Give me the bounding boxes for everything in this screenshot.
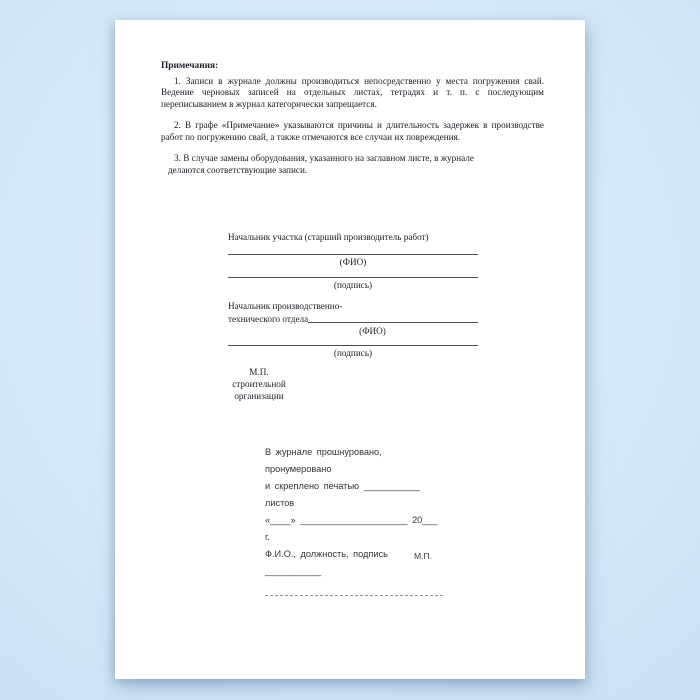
podpis-caption: (подпись) [333, 348, 373, 358]
certification-line-4: Ф.И.О., должность, подпись ___________ [265, 549, 388, 576]
fio-caption: (ФИО) [359, 326, 386, 336]
signature-line [228, 277, 478, 278]
signature-line [308, 314, 478, 323]
org-stamp-block [227, 366, 291, 402]
certification-block [265, 444, 443, 596]
note-paragraph-3 [161, 153, 544, 176]
podpis-caption: (подпись) [333, 280, 373, 290]
document-page [115, 20, 585, 679]
dept-chief-label-line1: Начальник производственно- [228, 301, 343, 311]
notes-section [161, 61, 544, 176]
certification-line-2: и скреплено печатью ___________ листов [265, 481, 420, 508]
chief-of-site-label: Начальник участка (старший производитель работ) [228, 232, 429, 242]
dashed-separator [265, 583, 443, 596]
note-paragraph-2: 2. В графе «Примечание» указываются причины и длительность задержек в производстве работ по погружению свай, а также отмечаются все случаи их повреждения. [161, 120, 544, 142]
org-stamp-line3: организации [234, 391, 284, 401]
note-paragraph-1: 1. Записи в журнале должны производиться непосредственно у места погружения свай. Ведение черновых записей на отдельных листах, тетрадях и т. п. с последующим переписыванием в журнал категорически запрещается. [161, 75, 544, 109]
org-stamp-line2: строительной [232, 379, 286, 389]
dept-chief-label-text: технического отдела [228, 314, 309, 324]
note-paragraph-3-line1: 3. В случае замены оборудования, указанного на заглавном листе, в журнале [174, 153, 474, 163]
fio-caption: (ФИО) [339, 257, 367, 267]
org-stamp-mp: М.П. [249, 367, 269, 377]
certification-line-3: «____» _____________________ 20___ г. [265, 515, 438, 542]
note-paragraph-3-line2: делаются соответствующие записи. [168, 164, 308, 175]
certification-stamp-label: М.П. [414, 551, 433, 561]
dept-chief-label-line2 [228, 314, 478, 324]
notes-heading: Примечания: [161, 61, 219, 71]
signature-line [228, 345, 478, 346]
signature-line [228, 254, 478, 255]
certification-line-1: В журнале прошнуровано, пронумеровано [265, 447, 382, 474]
